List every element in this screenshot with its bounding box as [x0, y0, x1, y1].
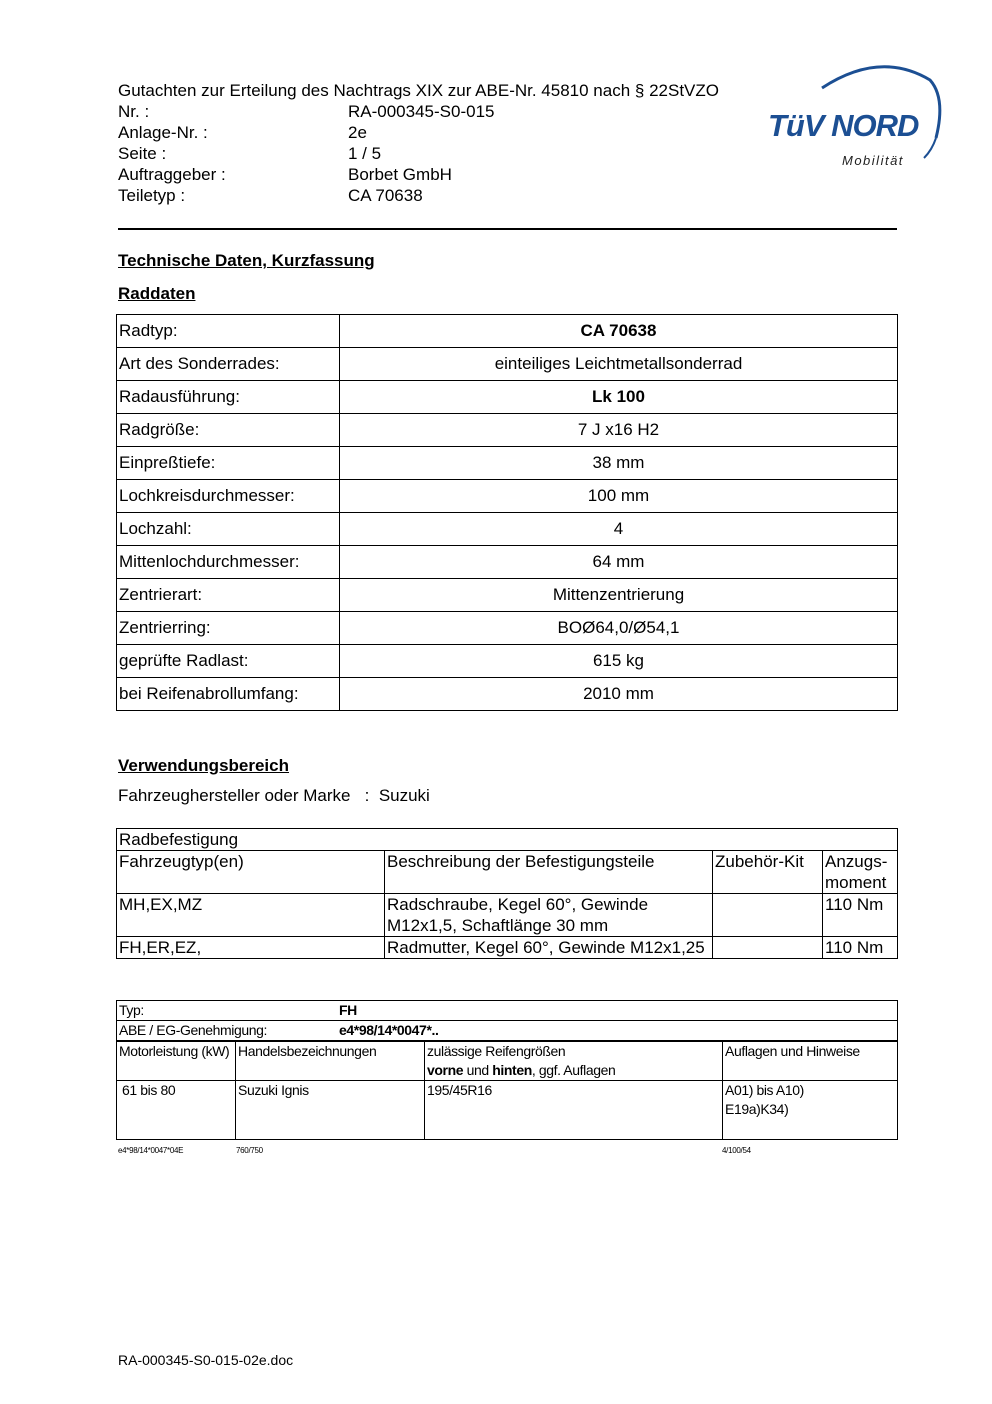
auflagen-line: A01) bis A10)	[725, 1082, 804, 1098]
cell-anzugsmoment: 110 Nm	[823, 937, 898, 959]
cell-fahrzeugtyp: MH,EX,MZ	[117, 894, 385, 937]
column-header-reifen	[425, 1041, 723, 1081]
header-key: Anlage-Nr. :	[118, 123, 208, 142]
header-key: Teiletyp :	[118, 186, 186, 205]
table-row	[117, 1081, 898, 1140]
radbefestigung-table	[116, 828, 898, 959]
header-value: 1 / 5	[348, 144, 382, 163]
row-label: Art des Sonderrades:	[117, 348, 340, 381]
document-header	[118, 80, 719, 206]
table-row	[117, 315, 898, 348]
reifen-header-und: und	[463, 1062, 493, 1078]
table-header-row	[117, 851, 898, 894]
table-row	[117, 579, 898, 612]
document-filename: RA-000345-S0-015-02e.doc	[118, 1352, 294, 1368]
header-divider	[118, 228, 897, 230]
cell-leistung: 61 bis 80	[117, 1081, 236, 1140]
raddaten-table	[116, 314, 898, 711]
reifen-header-vorne: vorne	[427, 1062, 464, 1078]
row-label: Zentrierart:	[117, 579, 340, 612]
row-value: Lk 100	[340, 381, 898, 414]
row-label: geprüfte Radlast:	[117, 645, 340, 678]
typ-genehmigung-table	[116, 1000, 898, 1140]
row-value: BOØ64,0/Ø54,1	[340, 612, 898, 645]
row-value: CA 70638	[340, 315, 898, 348]
table-header-row	[117, 1041, 898, 1081]
table-row	[117, 447, 898, 480]
cell-zubehoer-kit	[713, 937, 823, 959]
row-label: Lochkreisdurchmesser:	[117, 480, 340, 513]
manufacturer-value: Suzuki	[378, 786, 430, 805]
column-header: Anzugs-moment	[823, 851, 898, 894]
cell-auflagen	[723, 1081, 898, 1140]
row-label: Lochzahl:	[117, 513, 340, 546]
reifen-header-rest: , ggf. Auflagen	[531, 1062, 616, 1078]
table-row	[117, 894, 898, 937]
column-header: Beschreibung der Befestigungsteile	[385, 851, 713, 894]
table-row	[117, 348, 898, 381]
header-value: CA 70638	[348, 186, 423, 205]
table-row	[117, 678, 898, 711]
header-row-nr	[118, 101, 719, 122]
row-value: 38 mm	[340, 447, 898, 480]
auflagen-line: E19a)K34)	[725, 1101, 789, 1117]
abe-value: e4*98/14*0047*..	[339, 1022, 439, 1038]
header-value: RA-000345-S0-015	[348, 102, 495, 121]
column-header: Zubehör-Kit	[713, 851, 823, 894]
reifen-header-line1: zulässige Reifengrößen	[427, 1043, 566, 1059]
header-row-seite	[118, 143, 719, 164]
table-row	[117, 645, 898, 678]
row-value: 615 kg	[340, 645, 898, 678]
cell-fahrzeugtyp: FH,ER,EZ,	[117, 937, 385, 959]
header-key: Nr. :	[118, 102, 150, 121]
table-title-row	[117, 829, 898, 851]
table-row	[117, 546, 898, 579]
row-label: Einpreßtiefe:	[117, 447, 340, 480]
row-value: 2010 mm	[340, 678, 898, 711]
row-label: Mittenlochdurchmesser:	[117, 546, 340, 579]
abe-cell	[117, 1021, 898, 1042]
manufacturer-separator: :	[364, 786, 370, 805]
row-value: Mittenzentrierung	[340, 579, 898, 612]
cell-zubehoer-kit	[713, 894, 823, 937]
section-heading-tech: Technische Daten, Kurzfassung	[118, 251, 375, 270]
manufacturer-line	[118, 786, 430, 806]
row-label: bei Reifenabrollumfang:	[117, 678, 340, 711]
column-header-leistung: Motorleistung (kW)	[117, 1041, 236, 1081]
typ-row	[117, 1001, 898, 1021]
reifen-header-hinten: hinten	[492, 1062, 532, 1078]
column-header: Fahrzeugtyp(en)	[117, 851, 385, 894]
table-row	[117, 612, 898, 645]
table-row	[117, 480, 898, 513]
table-row	[117, 513, 898, 546]
header-key: Auftraggeber :	[118, 165, 226, 184]
cell-beschreibung: Radschraube, Kegel 60°, Gewinde M12x1,5, Schaftlänge 30 mm	[385, 894, 713, 937]
header-value: 2e	[348, 123, 367, 142]
header-row-auftraggeber	[118, 164, 719, 185]
footnote-approval: e4*98/14*0047*04E	[118, 1146, 184, 1155]
abe-label: ABE / EG-Genehmigung:	[119, 1022, 268, 1038]
footnote-bolt-pattern: 4/100/54	[722, 1146, 751, 1155]
row-label: Zentrierring:	[117, 612, 340, 645]
header-key: Seite :	[118, 144, 167, 163]
column-header-handel: Handelsbezeichnungen	[236, 1041, 425, 1081]
manufacturer-label: Fahrzeughersteller oder Marke	[118, 786, 351, 805]
header-value: Borbet GmbH	[348, 165, 452, 184]
column-header-auflagen: Auflagen und Hinweise	[723, 1041, 898, 1081]
abe-row	[117, 1021, 898, 1042]
row-value: 100 mm	[340, 480, 898, 513]
cell-handelsbezeichnung: Suzuki Ignis	[236, 1081, 425, 1140]
section-heading-verwendung: Verwendungsbereich	[118, 756, 289, 775]
header-row-teiletyp	[118, 185, 719, 206]
typ-cell	[117, 1001, 898, 1021]
logo-subtitle: Mobilität	[842, 153, 904, 168]
typ-value: FH	[339, 1002, 357, 1018]
table-row	[117, 414, 898, 447]
row-value: 64 mm	[340, 546, 898, 579]
row-label: Radausführung:	[117, 381, 340, 414]
section-heading-raddaten: Raddaten	[118, 284, 196, 303]
tuv-nord-logo	[760, 58, 942, 170]
typ-label: Typ:	[119, 1002, 144, 1018]
logo-brand: TüV NORD	[768, 108, 919, 143]
report-title: Gutachten zur Erteilung des Nachtrags XIX zur ABE-Nr. 45810 nach § 22StVZO	[118, 81, 719, 100]
cell-reifengroesse: 195/45R16	[425, 1081, 723, 1140]
cell-anzugsmoment: 110 Nm	[823, 894, 898, 937]
row-label: Radgröße:	[117, 414, 340, 447]
footnote-weight: 760/750	[236, 1146, 263, 1155]
table-row	[117, 381, 898, 414]
row-value: einteiliges Leichtmetallsonderrad	[340, 348, 898, 381]
header-row-anlage	[118, 122, 719, 143]
cell-beschreibung: Radmutter, Kegel 60°, Gewinde M12x1,25	[385, 937, 713, 959]
row-value: 4	[340, 513, 898, 546]
row-label: Radtyp:	[117, 315, 340, 348]
table-row	[117, 937, 898, 959]
table-title: Radbefestigung	[117, 829, 898, 851]
row-value: 7 J x16 H2	[340, 414, 898, 447]
